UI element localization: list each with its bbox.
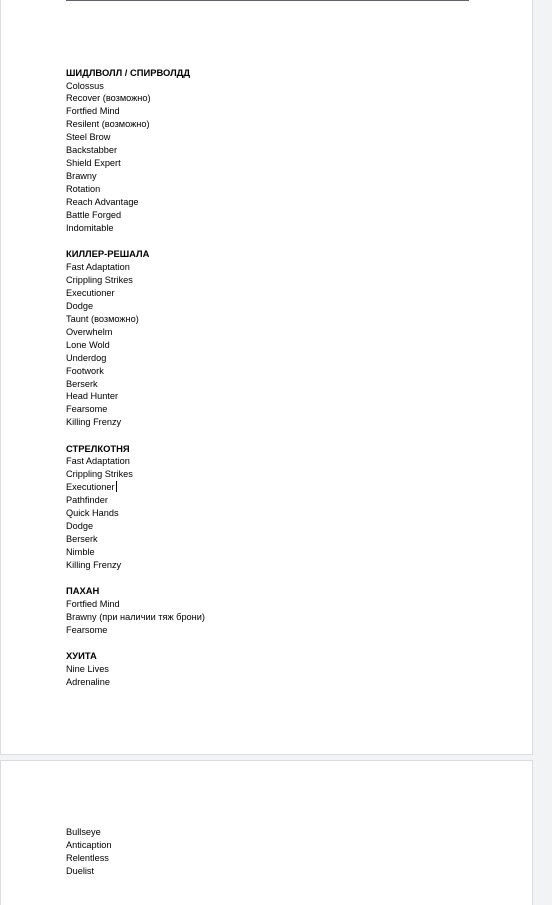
list-item: Reach Advantage [66,197,139,208]
list-item: Berserk [66,378,98,389]
document-page-2[interactable] [0,760,533,905]
list-item: Underdog [66,352,107,363]
list-item: Pathfinder [66,495,108,506]
list-item: Fearsome [66,404,108,415]
list-item: Anticaption [66,839,112,850]
list-item: Fast Adaptation [66,261,130,272]
list-item: Berserk [66,534,98,545]
section-title: КИЛЛЕР-РЕШАЛА [66,248,150,260]
list-item: Dodge [66,300,94,311]
section-title: СТРЕЛКОТНЯ [66,442,130,454]
section-killer [66,247,205,429]
list-item: Crippling Strikes [66,274,133,285]
list-item: Overwhelm [66,326,113,337]
scrollbar-track[interactable] [535,0,552,905]
list-item: Fast Adaptation [66,456,130,467]
list-item: Head Hunter [66,391,119,402]
section-title: ШИДЛВОЛЛ / СПИРВОЛДД [66,67,191,78]
page-top-rule [66,0,469,1]
list-item: Footwork [66,365,104,376]
list-item: Brawny [66,171,97,182]
section-misc [66,649,205,688]
list-item: Resilent (возможно) [66,119,150,130]
list-item: Rotation [66,184,101,195]
list-item: Steel Brow [66,132,111,143]
list-item: Nimble [66,547,95,557]
list-item: Quick Hands [66,508,119,519]
list-item: Fortfied Mind [66,598,120,609]
list-item: Executioner [66,287,115,298]
list-item: Colossus [66,80,104,91]
text-cursor [116,481,117,492]
section-shieldwall [66,66,205,235]
list-item: Killing Frenzy [66,417,122,428]
list-item: Shield Expert [66,158,121,169]
section-shooter [66,442,205,572]
list-item: Fortfied Mind [66,106,120,117]
list-item: Battle Forged [66,210,122,221]
section-title: ПАХАН [66,585,100,597]
section-title: ХУИТА [66,650,97,662]
list-item: Indomitable [66,222,114,233]
list-item-text: Executioner [66,482,115,493]
list-item: Lone Wold [66,339,110,350]
list-item: Adrenaline [66,676,110,687]
list-item: Dodge [66,521,94,532]
list-item: Nine Lives [66,663,109,674]
section-boss [66,584,205,636]
list-item: Recover (возможно) [66,93,151,104]
list-item: Brawny (при наличии тяж брони) [66,611,205,622]
page-2-content[interactable] [66,826,111,878]
list-item: Crippling Strikes [66,469,133,480]
list-item: Bullseye [66,827,101,837]
list-item: Relentless [66,852,109,863]
list-item: Fearsome [66,624,108,635]
list-item: Backstabber [66,145,118,156]
list-item: Killing Frenzy [66,559,122,570]
list-item-with-cursor [66,481,205,494]
list-item: Taunt (возможно) [66,313,139,324]
list-item: Duelist [66,865,95,876]
page-1-content[interactable] [66,66,205,701]
